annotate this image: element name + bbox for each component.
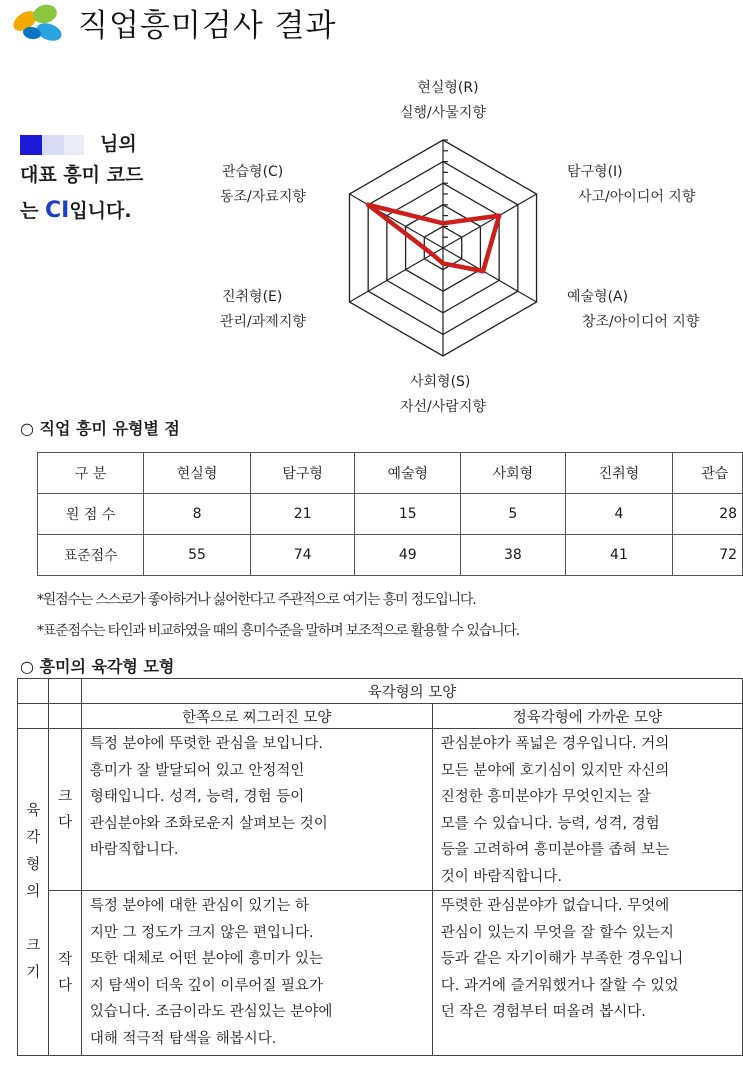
small-label (49, 891, 81, 1056)
axis-name-artistic: 예술형(A) (567, 289, 629, 305)
table-cell: 74 (250, 535, 355, 576)
big-regular-cell (432, 729, 742, 891)
scores-heading: ○ 직업 흥미 유형별 점 (20, 419, 180, 438)
text-line: 것이 바람직합니다. (440, 868, 562, 885)
table-cell: 8 (144, 494, 251, 535)
radar-data-point (481, 269, 485, 273)
small-regular-cell (432, 891, 742, 1056)
table-cell: 15 (355, 494, 461, 535)
text-line: 등과 같은 자기이해가 부족한 경우입니 (440, 951, 684, 967)
axis-name-conventional: 관습형(C) (222, 164, 284, 180)
axis-name-enterprising: 진취형(E) (222, 289, 283, 305)
summary-line-2: 대표 흥미 코드 (20, 164, 144, 186)
table-cell: 28 (673, 494, 743, 535)
row-label: 표준점수 (38, 535, 144, 576)
big-label (49, 729, 81, 891)
big-label-char: 다 (58, 814, 73, 831)
text-line: 다. 과거에 즐거워했거나 잘할 수 있었 (440, 977, 679, 994)
small-label-char: 다 (58, 978, 73, 994)
axis-desc-enterprising: 관리/과제지향 (220, 314, 306, 330)
axis-label-conventional (222, 160, 306, 210)
col-distorted: 한쪽으로 찌그러진 모양 (81, 704, 432, 729)
size-label-char: 육 (26, 802, 41, 819)
text-line: 등을 고려하여 흥미분야를 좁혀 보는 (440, 842, 670, 858)
text-line: 있습니다. 조금이라도 관심있는 분야에 (89, 1004, 333, 1020)
axis-desc-realistic: 실행/사물지향 (400, 105, 486, 121)
text-line: 특정 분야에 뚜렷한 관심을 보입니다. (89, 736, 323, 752)
name-suffix: 님의 (100, 133, 137, 155)
scores-table (37, 452, 743, 576)
table-cell: 72 (673, 535, 743, 576)
table-row (18, 679, 743, 704)
text-line: 던 작은 경험부터 떠올려 봅시다. (440, 1004, 646, 1020)
text-line: 모든 분야에 호기심이 있지만 자신의 (440, 762, 670, 779)
text-line: 또한 대체로 어떤 분야에 흥미가 있는 (89, 951, 323, 967)
table-row (38, 494, 743, 535)
text-line: 모를 수 있습니다. 능력, 성격, 경험 (440, 815, 660, 832)
size-label-char: 크 (26, 937, 41, 954)
empty-cell (18, 704, 49, 729)
empty-cell (18, 679, 49, 704)
axis-label-enterprising (222, 285, 306, 335)
row-label: 원 점 수 (38, 494, 144, 535)
size-label (18, 729, 49, 1056)
size-label-char: 의 (26, 883, 41, 900)
summary-line-3-suffix: 입니다. (69, 200, 132, 222)
header-cell: 현실형 (144, 453, 251, 494)
big-distorted-cell (81, 729, 432, 891)
text-line: 특정 분야에 대한 관심이 있기는 하 (89, 898, 309, 914)
header-cell: 탐구형 (250, 453, 355, 494)
hexagon-table (17, 678, 743, 1056)
radar-axis-line (349, 248, 443, 302)
axis-label-social (400, 370, 486, 420)
text-line: 형태입니다. 성격, 능력, 경험 등이 (89, 789, 305, 805)
text-line: 관심분야가 폭넓은 경우입니다. 거의 (440, 736, 670, 752)
table-row (18, 704, 743, 729)
table-cell: 41 (565, 535, 673, 576)
axis-desc-social: 자선/사람지향 (400, 399, 486, 415)
header-cell: 구 분 (38, 453, 144, 494)
radar-data-point (430, 252, 434, 256)
text-line: 지만 그 정도가 크지 않은 편입니다. (89, 924, 314, 941)
table-row (18, 891, 743, 1056)
axis-desc-conventional: 동조/자료지향 (220, 189, 306, 205)
text-line: 진정한 흥미분야가 무엇인지는 잘 (440, 789, 651, 805)
size-label-char: 형 (26, 856, 41, 873)
radar-data-point (441, 261, 445, 265)
table-row (18, 729, 743, 891)
radar-chart (0, 0, 743, 420)
small-label-char: 작 (58, 952, 73, 968)
note-standard-score: *표준점수는 타인과 비교하였을 때의 흥미수준을 말하며 보조적으로 활용할 수 있습니다. (37, 623, 519, 639)
shape-header: 육각형의 모양 (81, 679, 742, 704)
size-label-char: 기 (26, 964, 41, 981)
text-line: 관심분야와 조화로운지 살펴보는 것이 (89, 815, 328, 832)
axis-name-realistic: 현실형(R) (417, 80, 479, 96)
small-distorted-cell (81, 891, 432, 1056)
empty-cell (49, 679, 81, 704)
size-label-char (18, 906, 48, 933)
radar-data-point (497, 213, 501, 217)
text-line: 흥미가 잘 발달되어 있고 안정적인 (89, 762, 305, 779)
table-cell: 5 (461, 494, 566, 535)
table-row (38, 453, 743, 494)
interest-code: CI (44, 198, 70, 223)
table-row (38, 535, 743, 576)
hexagon-heading: ○ 흥미의 육각형 모형 (20, 657, 175, 676)
table-cell: 38 (461, 535, 566, 576)
header-cell: 진취형 (565, 453, 673, 494)
radar-data-point (441, 221, 445, 225)
header-cell: 사회형 (461, 453, 566, 494)
table-cell: 55 (144, 535, 251, 576)
table-cell: 49 (355, 535, 461, 576)
axis-name-social: 사회형(S) (410, 374, 471, 390)
axis-name-investigative: 탐구형(I) (567, 164, 623, 180)
page-title: 직업흥미검사 결과 (78, 8, 337, 44)
table-cell: 4 (565, 494, 673, 535)
axis-label-artistic (567, 285, 699, 335)
radar-data-point (366, 203, 370, 207)
header-cell: 관습 (673, 453, 743, 494)
text-line: 대해 적극적 탐색을 해봅시다. (89, 1030, 277, 1047)
note-raw-score: *원점수는 스스로가 좋아하거나 싫어한다고 주관적으로 여기는 흥미 정도입니다. (37, 592, 476, 608)
axis-desc-artistic: 창조/아이디어 지향 (582, 314, 700, 330)
text-line: 지 탐색이 더욱 깊이 이루어질 필요가 (89, 977, 323, 994)
text-line: 바람직합니다. (89, 842, 179, 858)
axis-label-realistic (400, 76, 486, 126)
table-cell: 21 (250, 494, 355, 535)
empty-cell (49, 704, 81, 729)
big-label-char: 크 (58, 788, 73, 805)
summary-line-3-prefix: 는 (20, 200, 45, 222)
text-line: 뚜렷한 관심분야가 없습니다. 무엇에 (440, 898, 670, 914)
header-cell: 예술형 (355, 453, 461, 494)
axis-label-investigative (567, 160, 695, 210)
col-regular: 정육각형에 가까운 모양 (432, 704, 742, 729)
size-label-char: 각 (26, 829, 41, 846)
axis-desc-investigative: 사고/아이디어 지향 (578, 189, 696, 205)
text-line: 관심이 있는지 무엇을 잘 할수 있는지 (440, 924, 674, 941)
